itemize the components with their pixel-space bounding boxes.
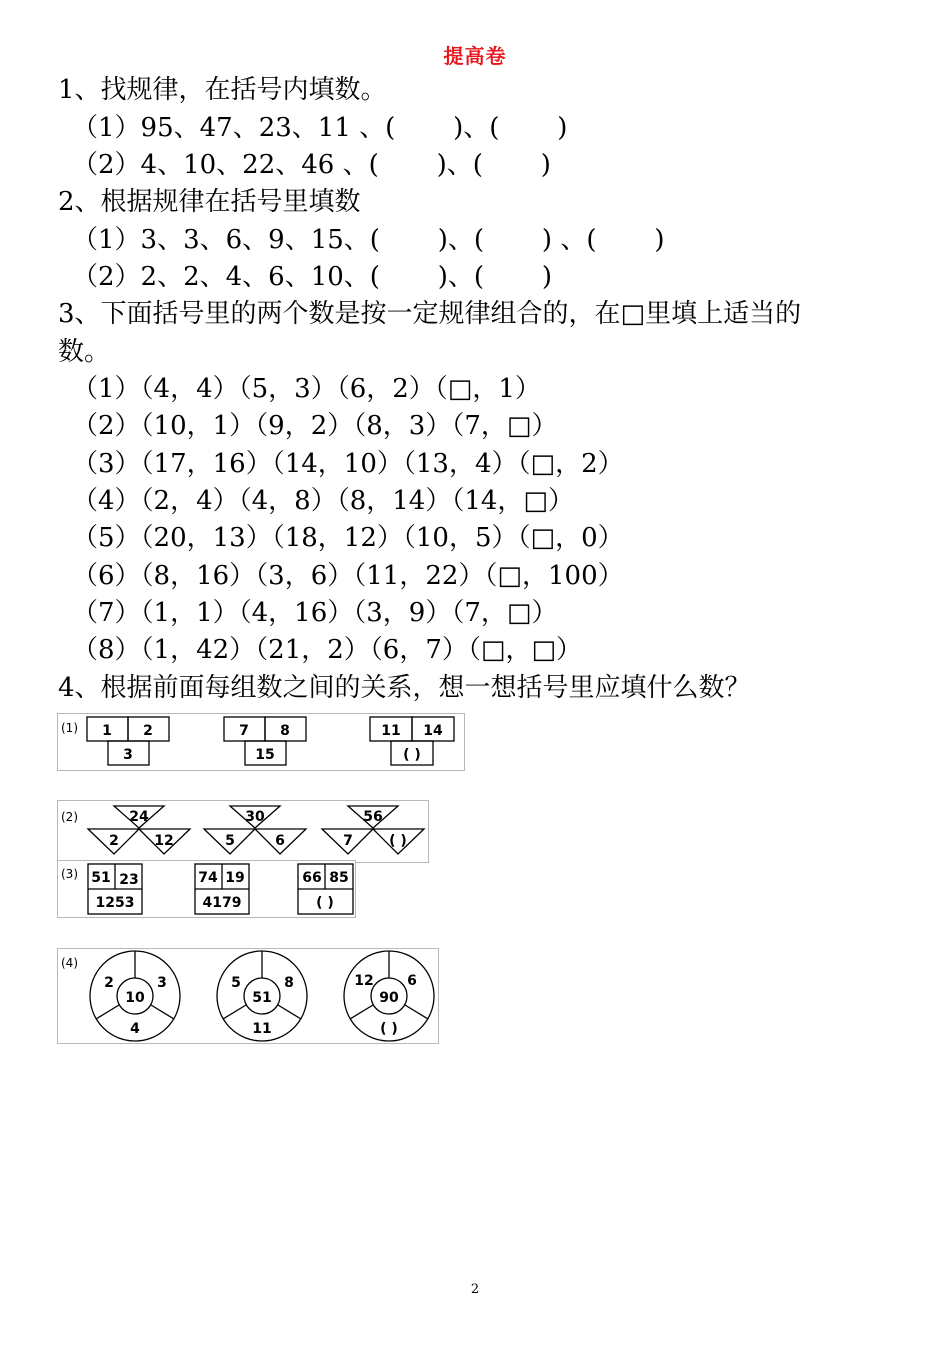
fig4-g2-bottom: 11 (252, 1021, 272, 1037)
fig4-g2-left: 5 (231, 975, 241, 991)
fig3-g2-a: 74 (198, 870, 218, 886)
fig4-g1-right: 3 (157, 975, 167, 991)
figure-3-squares (57, 860, 356, 918)
fig3-g1-b: 23 (119, 872, 139, 888)
q3-item-8: （8）（1，42）（21，2）（6，7）（□，□） (72, 635, 583, 665)
fig4-g1-left: 2 (104, 975, 114, 991)
q3-item-3: （3）（17，16）（14，10）（13，4）（□，2） (72, 449, 624, 479)
fig4-g2-right: 8 (284, 975, 294, 991)
fig3-g1-c: 1253 (95, 895, 135, 911)
q1-title: 1、找规律，在括号内填数。 (58, 75, 387, 105)
fig4-g1-center: 10 (125, 990, 145, 1006)
figure-4-label: (4) (61, 956, 78, 970)
fig2-g2-left: 5 (225, 833, 235, 849)
fig2-g2-right: 6 (275, 833, 285, 849)
q4-title: 4、根据前面每组数之间的关系，想一想括号里应填什么数？ (58, 673, 751, 703)
q3-item-2: （2）（10，1）（9，2）（8，3）（7，□） (72, 411, 558, 441)
q2-item-1: （1）3、3、6、9、15、( )、( ) 、( ) (72, 225, 665, 255)
q3-item-4: （4）（2，4）（4，8）（8，14）（14，□） (72, 486, 574, 516)
page-number: 2 (470, 1282, 480, 1297)
fig3-g3-c: ( ) (316, 895, 334, 911)
fig1-g2-b: 8 (280, 723, 290, 739)
fig3-g1-a: 51 (91, 870, 111, 886)
fig4-g3-right: 6 (407, 973, 417, 989)
fig3-g2-b: 19 (225, 870, 245, 886)
fig1-g2-a: 7 (239, 723, 249, 739)
fig2-g1-top: 24 (129, 809, 149, 825)
figure-2-label: (2) (61, 810, 78, 824)
fig2-g3-right: ( ) (389, 833, 407, 849)
fig4-g3-center: 90 (379, 990, 399, 1006)
fig4-g2-center: 51 (252, 990, 272, 1006)
fig3-g3-a: 66 (302, 870, 322, 886)
fig2-g1-left: 2 (109, 833, 119, 849)
fig4-g3-bottom: ( ) (380, 1021, 398, 1037)
fig2-g1-right: 12 (154, 833, 174, 849)
fig1-g2-c: 15 (255, 747, 275, 763)
figure-2-triangles (57, 800, 429, 863)
q3-title-line1: 3、下面括号里的两个数是按一定规律组合的，在□里填上适当的 (58, 299, 802, 329)
q3-item-6: （6）（8，16）（3，6）（11，22）（□，100） (72, 561, 624, 591)
fig2-g2-top: 30 (245, 809, 265, 825)
q1-item-1: （1）95、47、23、11 、( )、( ) (72, 113, 568, 143)
fig1-g3-b: 14 (423, 723, 443, 739)
fig2-g3-left: 7 (343, 833, 353, 849)
q3-item-7: （7）（1，1）（4，16）（3，9）（7，□） (72, 598, 558, 628)
page-title: 提高卷 (443, 44, 507, 68)
fig2-g3-top: 56 (363, 809, 383, 825)
fig1-g1-c: 3 (123, 747, 133, 763)
figure-3-label: (3) (61, 867, 78, 881)
fig1-g3-c: ( ) (403, 747, 421, 763)
q3-item-1: （1）（4，4）（5，3）（6，2）（□，1） (72, 374, 541, 404)
fig3-g3-b: 85 (329, 870, 349, 886)
figure-1-label: (1) (61, 721, 78, 735)
fig3-g2-c: 4179 (202, 895, 242, 911)
fig1-g1-b: 2 (143, 723, 153, 739)
figure-4-circles (57, 948, 439, 1044)
q3-item-5: （5）（20，13）（18，12）（10，5）（□，0） (72, 523, 624, 553)
q3-title-line2: 数。 (58, 337, 111, 367)
fig1-g1-a: 1 (102, 723, 112, 739)
q1-item-2: （2）4、10、22、46 、( )、( ) (72, 150, 551, 180)
q2-item-2: （2）2、2、4、6、10、( )、( ) (72, 262, 553, 292)
fig4-g1-bottom: 4 (130, 1021, 140, 1037)
fig4-g3-left: 12 (354, 973, 374, 989)
q2-title: 2、根据规律在括号里填数 (58, 187, 361, 217)
figure-1-blocks (57, 713, 465, 771)
fig1-g3-a: 11 (381, 723, 401, 739)
